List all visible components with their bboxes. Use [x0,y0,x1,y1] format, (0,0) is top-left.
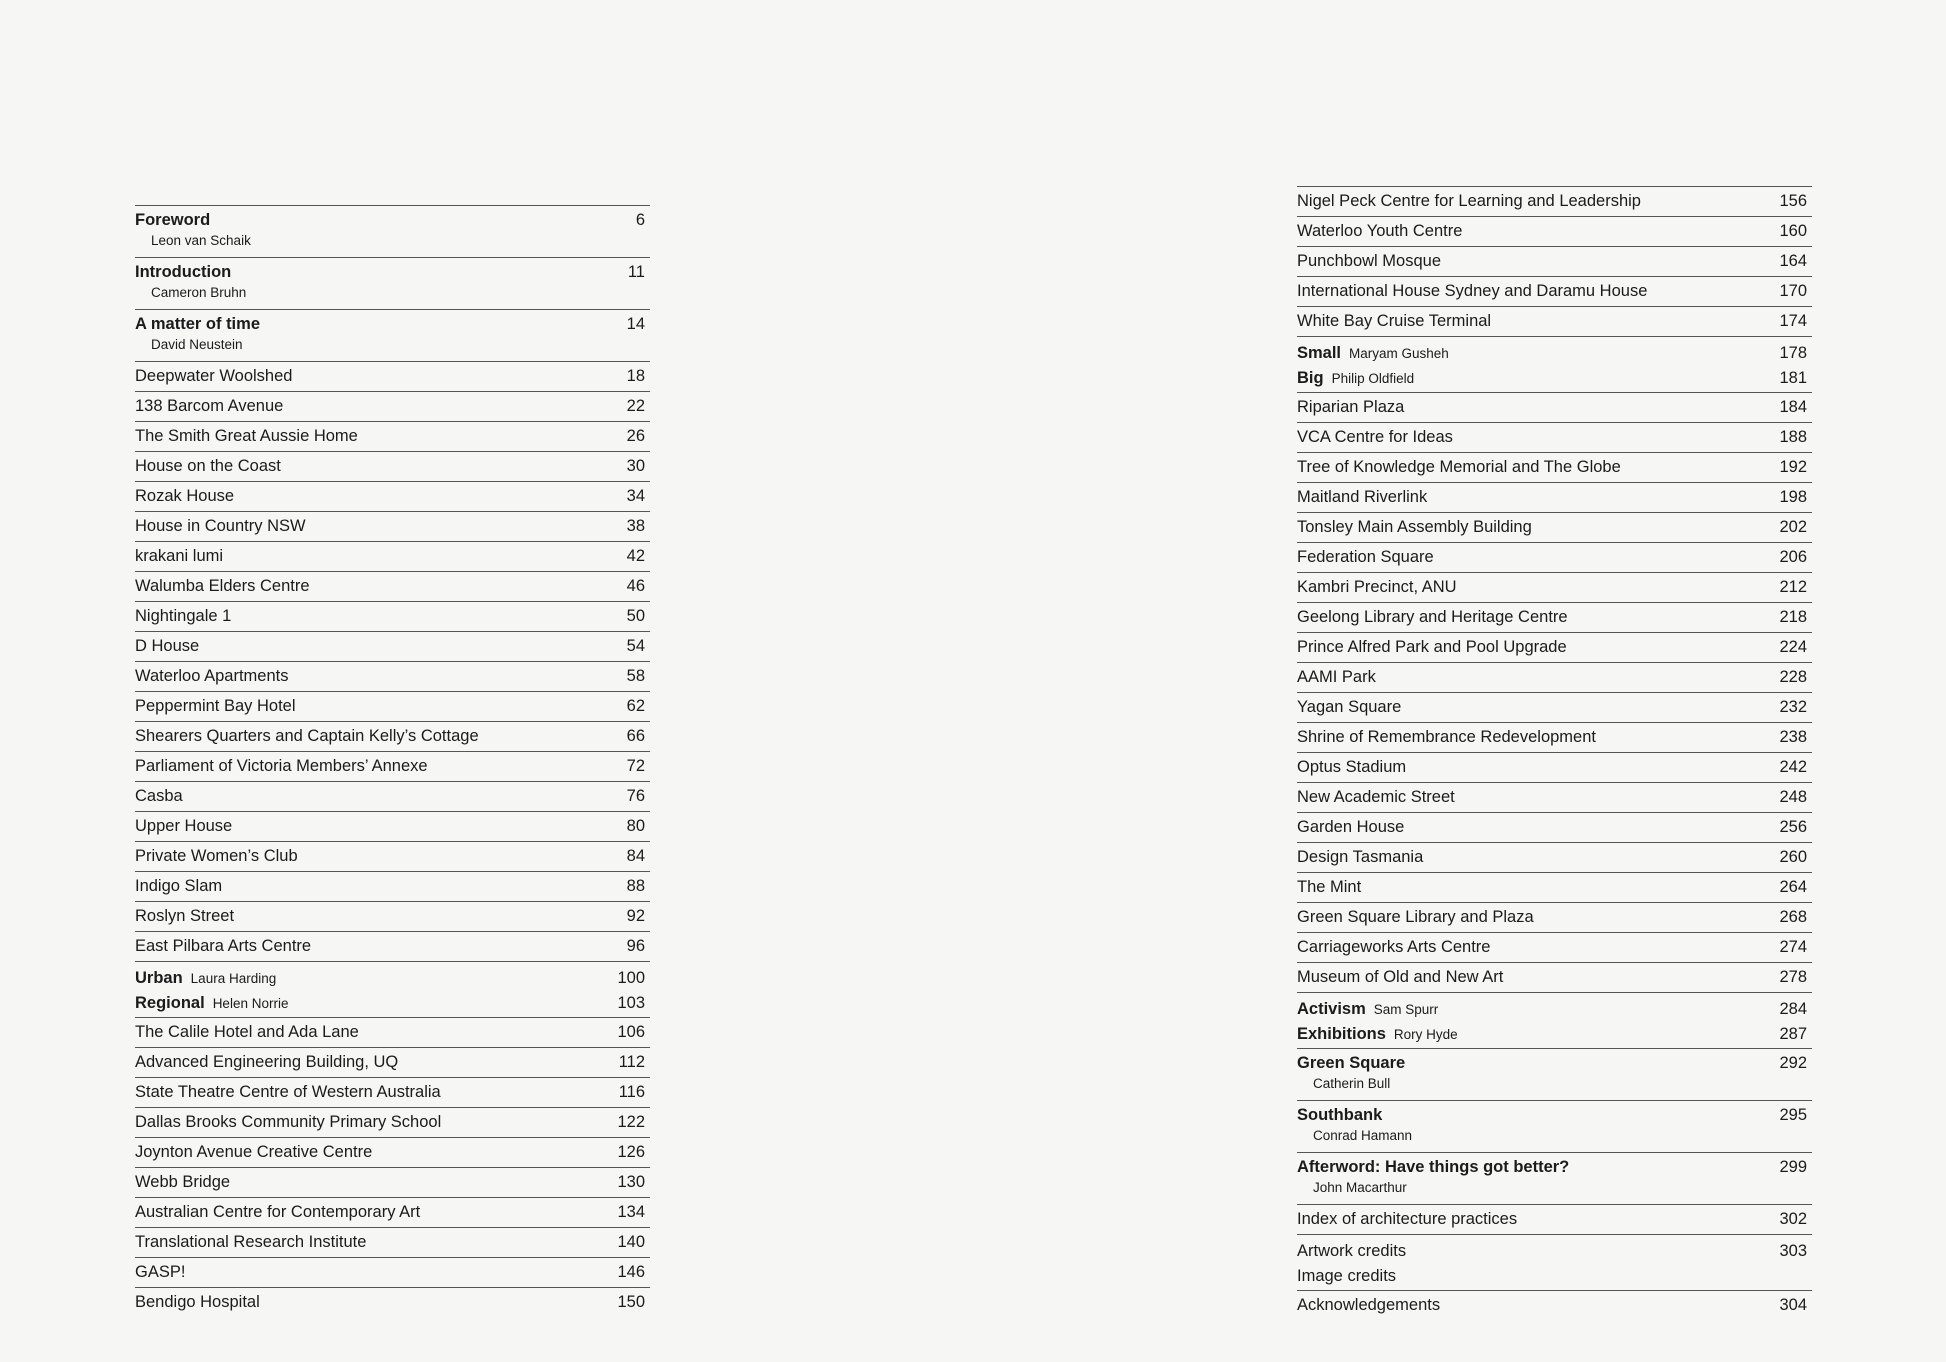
entry-page-number: 278 [1779,968,1807,986]
entry-page-number: 18 [626,367,645,385]
entry-page-number: 170 [1779,282,1807,300]
toc-entry[interactable] [1297,572,1812,602]
essay-author: Maryam Gusheh [1349,346,1449,361]
essay-title: Introduction [135,263,232,281]
essay-title: Green Square [1297,1054,1406,1072]
toc-essay-entry[interactable] [1297,1048,1812,1100]
toc-entry[interactable] [135,1227,650,1257]
entry-title-group [135,994,288,1013]
entry-title: Casba [135,787,183,805]
toc-entry[interactable] [135,871,650,901]
toc-entry[interactable] [135,541,650,571]
entry-page-number: 80 [626,817,645,835]
entry-page-number: 295 [1779,1106,1807,1124]
entry-page-number: 116 [618,1083,645,1101]
toc-entry[interactable] [1297,812,1812,842]
toc-essay-pair[interactable] [1297,992,1812,1048]
entry-page-number: 268 [1779,908,1807,926]
entry-page-number: 264 [1779,878,1807,896]
entry-title: Tree of Knowledge Memorial and The Globe [1297,458,1621,476]
toc-entry[interactable] [1297,542,1812,572]
entry-page-number: 130 [617,1173,645,1191]
toc-entry[interactable] [135,1017,650,1047]
toc-entry[interactable] [1297,632,1812,662]
entry-page-number: 274 [1779,938,1807,956]
entry-page-number: 303 [1779,1242,1807,1260]
entry-title: Kambri Precinct, ANU [1297,578,1457,596]
toc-entry[interactable] [1297,662,1812,692]
entry-title: International House Sydney and Daramu House [1297,282,1648,300]
entry-page-number: 248 [1779,788,1807,806]
entry-title-group [135,969,276,988]
entry-title: House in Country NSW [135,517,306,535]
entry-page-number: 228 [1779,668,1807,686]
entry-page-number: 174 [1779,312,1807,330]
entry-title: Green Square Library and Plaza [1297,908,1534,926]
entry-title-group [1297,1000,1438,1019]
essay-title: Exhibitions [1297,1025,1386,1043]
essay-author: Cameron Bruhn [151,284,247,300]
entry-title: Roslyn Street [135,907,235,925]
entry-title-group [1297,344,1449,363]
contents-column-right [1297,186,1812,1320]
entry-page-number: 198 [1779,488,1807,506]
toc-entry[interactable] [1297,1204,1812,1234]
entry-page-number: 202 [1779,518,1807,536]
toc-essay-entry[interactable] [135,309,650,361]
entry-page-number: 192 [1779,458,1807,476]
contents-column-left [135,205,650,1317]
toc-entry[interactable] [1297,602,1812,632]
entry-page-number: 84 [626,847,645,865]
toc-entry[interactable] [1297,482,1812,512]
entry-title: Museum of Old and New Art [1297,968,1504,986]
entry-title: Waterloo Youth Centre [1297,222,1463,240]
toc-entry[interactable] [135,841,650,871]
entry-page-number: 284 [1779,1000,1807,1018]
entry-page-number: 218 [1779,608,1807,626]
toc-entry[interactable] [135,931,650,961]
entry-title: Translational Research Institute [135,1233,367,1251]
entry-page-number: 260 [1779,848,1807,866]
toc-entry[interactable] [135,1257,650,1287]
entry-page-number: 22 [626,397,645,415]
entry-page-number: 76 [626,787,645,805]
essay-author: Catherin Bull [1313,1075,1391,1091]
entry-page-number: 46 [626,577,645,595]
toc-entry[interactable] [1297,216,1812,246]
entry-page-number: 30 [626,457,645,475]
entry-page-number: 62 [626,697,645,715]
entry-title: VCA Centre for Ideas [1297,428,1453,446]
toc-essay-pair[interactable] [1297,336,1812,392]
entry-page-number: 54 [626,637,645,655]
toc-entry[interactable] [135,811,650,841]
toc-entry[interactable] [1297,452,1812,482]
entry-title: Garden House [1297,818,1405,836]
entry-page-number: 156 [1779,192,1807,210]
toc-essay-entry[interactable] [135,257,650,309]
entry-title: Joynton Avenue Creative Centre [135,1143,373,1161]
toc-entry[interactable] [135,691,650,721]
essay-title: Regional [135,994,205,1012]
entry-title: Index of architecture practices [1297,1210,1518,1228]
entry-page-number: 72 [626,757,645,775]
entry-title: House on the Coast [135,457,281,475]
entry-title-group [1297,369,1414,388]
toc-essay-entry[interactable] [135,205,650,257]
toc-entry[interactable] [135,661,650,691]
entry-title: State Theatre Centre of Western Australia [135,1083,441,1101]
toc-entry[interactable] [135,1287,650,1317]
entry-page-number: 103 [617,994,645,1012]
entry-page-number: 238 [1779,728,1807,746]
entry-page-number: 38 [626,517,645,535]
entry-page-number: 164 [1779,252,1807,270]
entry-title: Rozak House [135,487,235,505]
toc-entry[interactable] [135,481,650,511]
entry-page-number: 302 [1779,1210,1807,1228]
toc-entry[interactable] [135,421,650,451]
entry-page-number: 50 [626,607,645,625]
entry-page-number: 14 [626,315,645,333]
toc-entry[interactable] [135,571,650,601]
essay-title: Urban [135,969,183,987]
toc-entry[interactable] [135,1107,650,1137]
entry-title: AAMI Park [1297,668,1376,686]
toc-entry[interactable] [1297,872,1812,902]
toc-entry[interactable] [135,901,650,931]
entry-title: The Calile Hotel and Ada Lane [135,1023,359,1041]
entry-title: Parliament of Victoria Members’ Annexe [135,757,428,775]
entry-title: Webb Bridge [135,1173,231,1191]
entry-title: New Academic Street [1297,788,1455,806]
entry-page-number: 42 [626,547,645,565]
toc-entry[interactable] [135,1047,650,1077]
entry-title: Artwork credits [1297,1242,1407,1260]
entry-title: D House [135,637,200,655]
toc-entry[interactable] [1297,692,1812,722]
entry-page-number: 299 [1779,1158,1807,1176]
essay-author: Philip Oldfield [1331,371,1415,386]
toc-entry[interactable] [1297,842,1812,872]
toc-entry[interactable] [1297,932,1812,962]
essay-title: Big [1297,369,1324,387]
toc-entry[interactable] [1297,276,1812,306]
entry-title: Maitland Riverlink [1297,488,1428,506]
toc-essay-entry[interactable] [1297,1152,1812,1204]
entry-page-number: 232 [1779,698,1807,716]
entry-page-number: 112 [618,1053,645,1071]
essay-author: Sam Spurr [1373,1002,1439,1017]
entry-title: Carriageworks Arts Centre [1297,938,1491,956]
toc-entry[interactable] [1297,962,1812,992]
toc-entry[interactable] [1297,782,1812,812]
entry-page-number: 181 [1779,369,1807,387]
entry-title: Federation Square [1297,548,1434,566]
essay-author: Conrad Hamann [1313,1127,1413,1143]
entry-page-number: 88 [626,877,645,895]
toc-entry[interactable] [1297,422,1812,452]
essay-title: Activism [1297,1000,1366,1018]
toc-entry[interactable] [1297,246,1812,276]
entry-page-number: 92 [626,907,645,925]
entry-title: Nightingale 1 [135,607,232,625]
essay-author: David Neustein [151,336,243,352]
entry-title: Image credits [1297,1267,1397,1285]
entry-title: Tonsley Main Assembly Building [1297,518,1532,536]
entry-title: GASP! [135,1263,186,1281]
entry-title: Upper House [135,817,233,835]
entry-title: Advanced Engineering Building, UQ [135,1053,399,1071]
entry-page-number: 242 [1779,758,1807,776]
essay-author: Laura Harding [190,971,277,986]
entry-title: Bendigo Hospital [135,1293,260,1311]
entry-title: 138 Barcom Avenue [135,397,284,415]
entry-page-number: 6 [635,211,645,229]
entry-page-number: 122 [617,1113,645,1131]
essay-title: A matter of time [135,315,260,333]
toc-entry[interactable] [1297,512,1812,542]
entry-page-number: 287 [1779,1025,1807,1043]
entry-title: Australian Centre for Contemporary Art [135,1203,421,1221]
entry-title: Shrine of Remembrance Redevelopment [1297,728,1596,746]
entry-page-number: 292 [1779,1054,1807,1072]
entry-page-number: 140 [617,1233,645,1251]
essay-author: John Macarthur [1313,1179,1407,1195]
entry-title: White Bay Cruise Terminal [1297,312,1492,330]
entry-page-number: 66 [626,727,645,745]
toc-entry[interactable] [135,601,650,631]
entry-page-number: 146 [617,1263,645,1281]
entry-title-group [1297,1025,1458,1044]
entry-page-number: 58 [626,667,645,685]
toc-entry[interactable] [1297,902,1812,932]
entry-title: Deepwater Woolshed [135,367,293,385]
entry-title: Optus Stadium [1297,758,1407,776]
entry-page-number: 34 [626,487,645,505]
entry-title: Riparian Plaza [1297,398,1405,416]
entry-title: Private Women’s Club [135,847,298,865]
toc-entry[interactable] [135,751,650,781]
essay-title: Afterword: Have things got better? [1297,1158,1570,1176]
entry-page-number: 106 [617,1023,645,1041]
entry-title: Yagan Square [1297,698,1402,716]
entry-page-number: 188 [1779,428,1807,446]
toc-entry[interactable] [135,451,650,481]
toc-entry[interactable] [135,391,650,421]
entry-page-number: 100 [617,969,645,987]
entry-title-group [1297,1267,1396,1286]
toc-entry[interactable] [135,631,650,661]
essay-title: Small [1297,344,1342,362]
entry-title: Walumba Elders Centre [135,577,310,595]
entry-page-number: 96 [626,937,645,955]
toc-essay-pair[interactable] [135,961,650,1017]
essay-author: Helen Norrie [212,996,289,1011]
toc-entry[interactable] [1297,722,1812,752]
toc-entry[interactable] [135,1077,650,1107]
essay-author: Rory Hyde [1393,1027,1458,1042]
entry-title: Shearers Quarters and Captain Kelly’s Cottage [135,727,479,745]
entry-page-number: 304 [1779,1296,1807,1314]
entry-title: East Pilbara Arts Centre [135,937,312,955]
entry-title: Nigel Peck Centre for Learning and Leadership [1297,192,1641,210]
entry-page-number: 212 [1779,578,1807,596]
entry-title: Prince Alfred Park and Pool Upgrade [1297,638,1567,656]
essay-title: Foreword [135,211,211,229]
toc-entry[interactable] [135,1137,650,1167]
entry-title: Waterloo Apartments [135,667,289,685]
toc-entry[interactable] [135,511,650,541]
essay-author: Leon van Schaik [151,232,251,248]
entry-title: Peppermint Bay Hotel [135,697,296,715]
entry-title: The Mint [1297,878,1362,896]
toc-entry[interactable] [1297,392,1812,422]
toc-entry[interactable] [1297,752,1812,782]
toc-entry[interactable] [135,1167,650,1197]
entry-page-number: 224 [1779,638,1807,656]
entry-page-number: 11 [627,263,645,281]
entry-page-number: 26 [626,427,645,445]
entry-page-number: 184 [1779,398,1807,416]
entry-page-number: 134 [617,1203,645,1221]
entry-page-number: 160 [1779,222,1807,240]
toc-entry[interactable] [135,361,650,391]
toc-credits-entry[interactable] [1297,1234,1812,1290]
toc-entry[interactable] [1297,186,1812,216]
toc-entry[interactable] [1297,1290,1812,1320]
toc-entry[interactable] [135,1197,650,1227]
essay-title: Southbank [1297,1106,1383,1124]
entry-page-number: 178 [1779,344,1807,362]
entry-title-group [1297,1242,1406,1261]
entry-page-number: 126 [617,1143,645,1161]
entry-title: Acknowledgements [1297,1296,1441,1314]
entry-title: Geelong Library and Heritage Centre [1297,608,1568,626]
toc-entry[interactable] [135,721,650,751]
entry-title: Design Tasmania [1297,848,1424,866]
entry-page-number: 206 [1779,548,1807,566]
entry-page-number: 150 [617,1293,645,1311]
entry-title: Indigo Slam [135,877,223,895]
entry-title: Dallas Brooks Community Primary School [135,1113,442,1131]
entry-page-number: 256 [1779,818,1807,836]
toc-essay-entry[interactable] [1297,1100,1812,1152]
toc-entry[interactable] [135,781,650,811]
entry-title: Punchbowl Mosque [1297,252,1442,270]
entry-title: krakani lumi [135,547,224,565]
entry-title: The Smith Great Aussie Home [135,427,358,445]
toc-entry[interactable] [1297,306,1812,336]
